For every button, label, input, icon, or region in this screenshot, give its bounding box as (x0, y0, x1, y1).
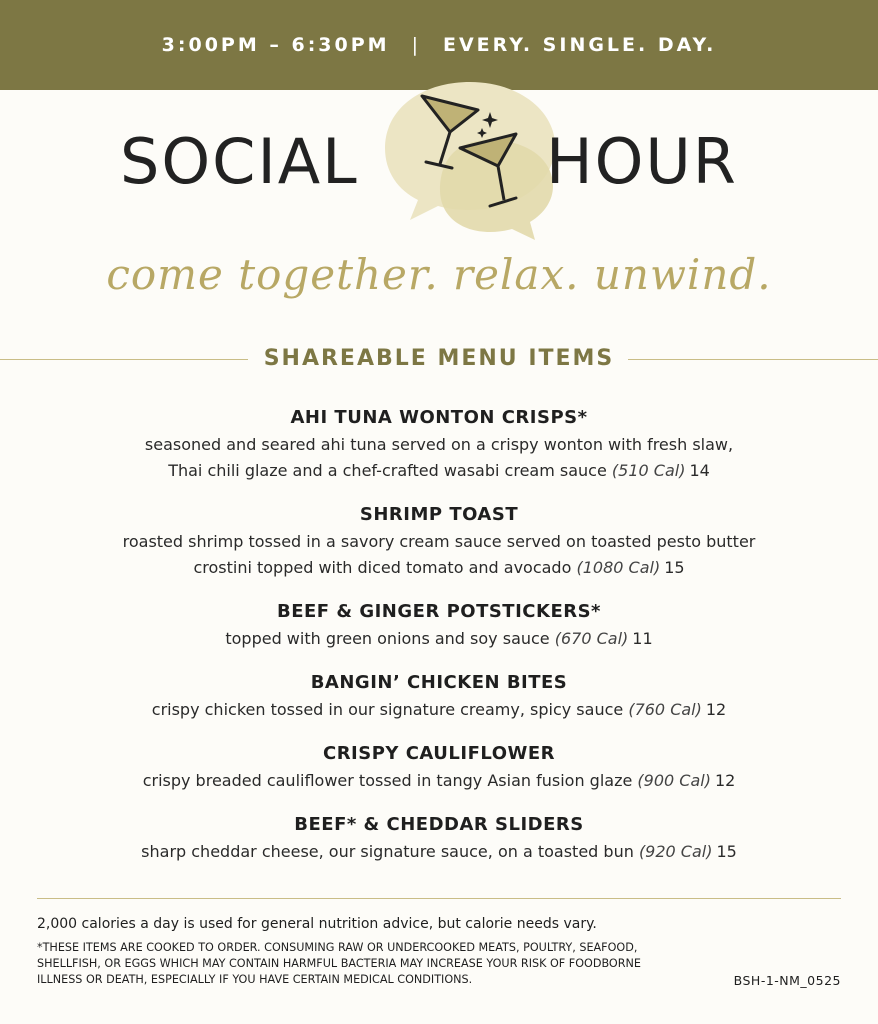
menu-item-description: sharp cheddar cheese, our signature sauce, on a toasted bun (920 Cal) 15 (141, 842, 737, 861)
menu-item-name: SHRIMP TOAST (359, 504, 519, 525)
menu-item (0, 404, 878, 484)
price: 15 (716, 842, 737, 861)
calorie-count: (670 Cal) (554, 629, 629, 648)
menu-item (0, 669, 878, 723)
section-title: SHAREABLE MENU ITEMS (263, 346, 615, 371)
menu-item-description: crostini topped with diced tomato and avocado (1080 Cal) 15 (193, 558, 685, 577)
calorie-count: (920 Cal) (638, 842, 713, 861)
footer-divider (37, 898, 841, 899)
menu-item-description: seasoned and seared ahi tuna served on a crispy wonton with fresh slaw, (144, 435, 734, 454)
price: 15 (664, 558, 685, 577)
price: 12 (705, 700, 727, 719)
menu-item-name: CRISPY CAULIFLOWER (322, 743, 556, 764)
title-social: SOCIAL (120, 125, 359, 198)
menu-item-name: BEEF* & CHEDDAR SLIDERS (294, 814, 584, 835)
menu-item-description: Thai chili glaze and a chef-crafted wasabi cream sauce (510 Cal) 14 (168, 461, 710, 480)
calorie-disclaimer: 2,000 calories a day is used for general nutrition advice, but calorie needs vary. (37, 916, 597, 932)
menu-item (0, 740, 878, 794)
price: 12 (714, 771, 736, 790)
menu-item-name: BANGIN’ CHICKEN BITES (310, 672, 568, 693)
slogan-text: EVERY. SINGLE. DAY. (442, 34, 717, 56)
title-hour: HOUR (546, 125, 738, 198)
calorie-count: (760 Cal) (628, 700, 702, 719)
price: 14 (689, 461, 710, 480)
menu-item-description: crispy chicken tossed in our signature creamy, spicy sauce (760 Cal) 12 (151, 700, 727, 719)
menu-item-name: BEEF & GINGER POTSTICKERS* (277, 601, 601, 622)
menu-item-description: crispy breaded cauliflower tossed in tangy Asian fusion glaze (900 Cal) 12 (142, 771, 736, 790)
food-safety-warning: *THESE ITEMS ARE COOKED TO ORDER. CONSUMING RAW OR UNDERCOOKED MEATS, POULTRY, SEAFOOD, SHELLFISH, OR EGGS WHICH MAY CONTAIN HARMFUL BACTERIA MAY INCREASE YOUR RISK OF FOODBORNE ILLNESS OR DEATH, ESPECIALLY IF YOU HAVE CERTAIN MEDICAL CONDITIONS. (37, 941, 641, 986)
menu-code: BSH-1-NM_0525 (733, 973, 841, 988)
header-separator: | (411, 34, 421, 56)
price: 11 (632, 629, 653, 648)
menu-item (0, 501, 878, 581)
tagline: come together. relax. unwind. (106, 250, 772, 299)
calorie-count: (900 Cal) (637, 771, 711, 790)
menu-list (0, 404, 878, 882)
calorie-count: (1080 Cal) (576, 558, 661, 577)
calorie-count: (510 Cal) (611, 461, 686, 480)
menu-item-description: topped with green onions and soy sauce (670 Cal) 11 (225, 629, 653, 648)
menu-item (0, 598, 878, 652)
top-banner (0, 0, 878, 90)
speech-bubble-icon (385, 82, 555, 240)
menu-item-description: roasted shrimp tossed in a savory cream sauce served on toasted pesto butter (122, 532, 756, 551)
hours-text: 3:00PM – 6:30PM (161, 34, 390, 56)
menu-item (0, 811, 878, 865)
menu-item-name: AHI TUNA WONTON CRISPS* (290, 407, 588, 428)
